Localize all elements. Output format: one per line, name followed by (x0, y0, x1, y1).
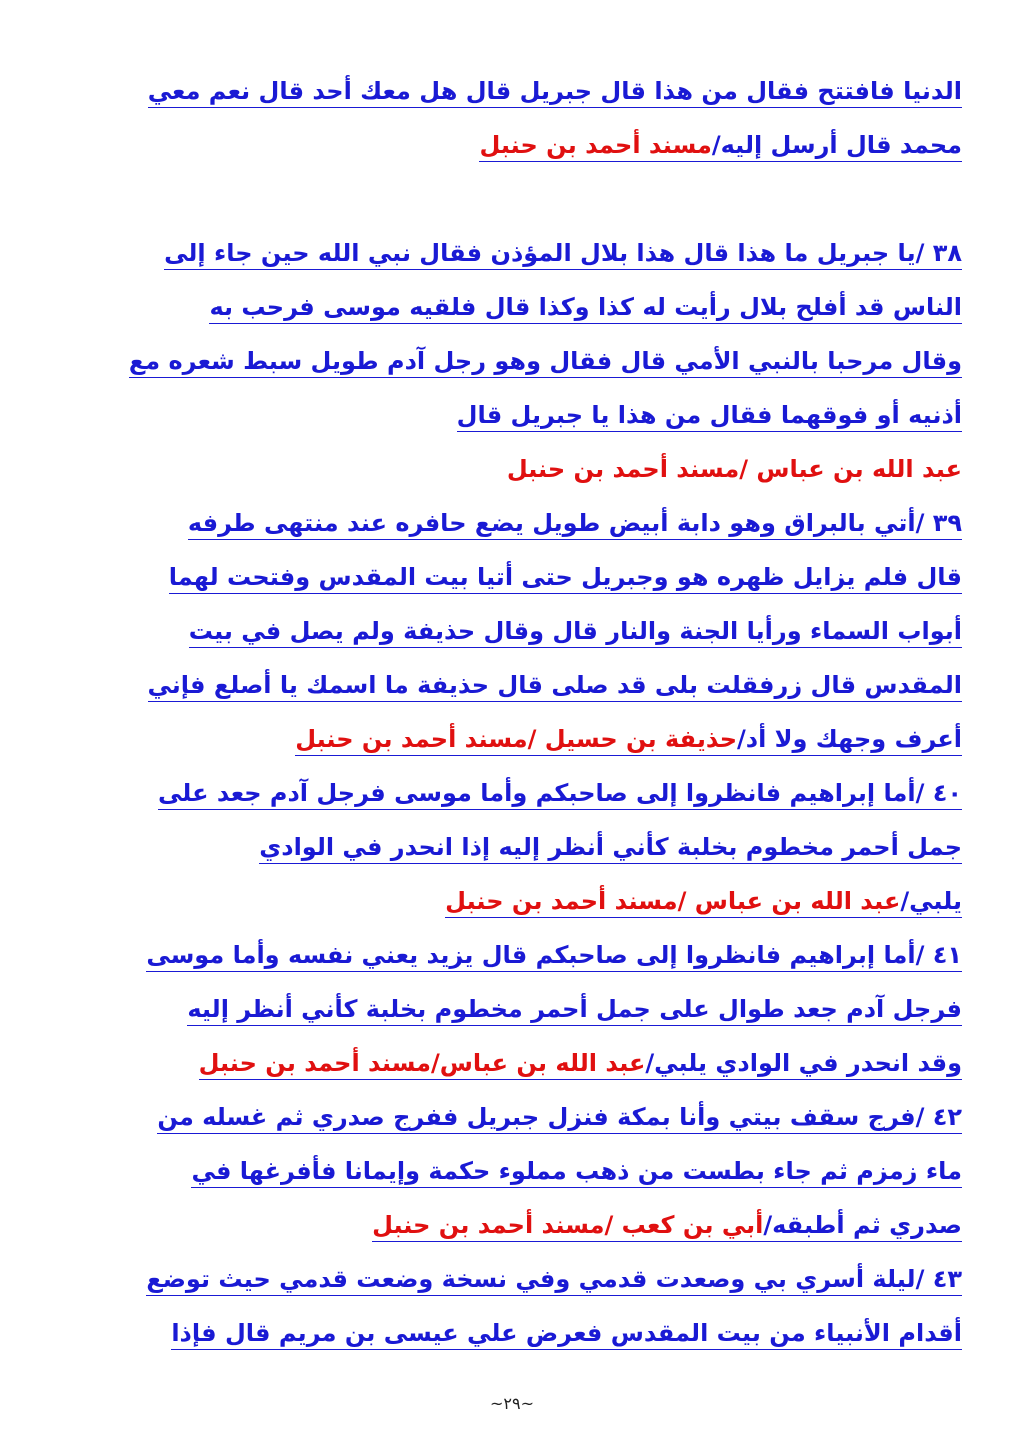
hadith-text: ٤٠ /أما إبراهيم فانظروا إلى صاحبكم وأما موسى فرجل آدم جعد على (158, 779, 962, 807)
line-text (199, 1049, 962, 1080)
text-line (64, 1090, 962, 1144)
hadith-text: ماء زمزم ثم جاء بطست من ذهب مملوء حكمة وإيمانا فأفرغها في (191, 1157, 962, 1185)
text-line (64, 550, 962, 604)
hadith-text: ٤١ /أما إبراهيم فانظروا إلى صاحبكم قال يزيد يعني نفسه وأما موسى (146, 941, 962, 969)
line-text (445, 887, 962, 918)
line-text (259, 833, 962, 864)
text-line (64, 118, 962, 172)
line-text (209, 293, 962, 324)
hadith-text: أذنيه أو فوقهما فقال من هذا يا جبريل قال (456, 401, 962, 429)
line-text (372, 1211, 962, 1242)
line-text (164, 239, 962, 270)
text-line (64, 1252, 962, 1306)
hadith-text: الناس قد أفلح بلال رأيت له كذا وكذا قال فلقيه موسى فرحب به (209, 293, 962, 321)
hadith-text: أقدام الأنبياء من بيت المقدس فعرض علي عيسى بن مريم قال فإذا (171, 1319, 962, 1347)
line-text (457, 401, 962, 432)
line-text (187, 995, 962, 1026)
text-line (64, 1198, 962, 1252)
text-line (64, 1306, 962, 1360)
hadith-text: محمد قال أرسل إليه/ (711, 131, 962, 159)
line-text (169, 563, 962, 594)
text-line (64, 172, 962, 226)
hadith-text: جمل أحمر مخطوم بخلبة كأني أنظر إليه إذا انحدر في الوادي (259, 833, 962, 861)
line-text (507, 455, 962, 485)
hadith-text: قال فلم يزايل ظهره هو وجبريل حتى أتيا بيت المقدس وفتحت لهما (168, 563, 962, 591)
line-text (189, 617, 962, 648)
line-text (148, 671, 963, 702)
text-line (64, 442, 962, 496)
line-text (148, 77, 962, 108)
text-line (64, 874, 962, 928)
hadith-text: صدري ثم أطبقه/ (763, 1211, 962, 1239)
text-line (64, 604, 962, 658)
source-reference: عبد الله بن عباس /مسند أحمد بن حنبل (445, 887, 901, 915)
line-text (129, 347, 962, 378)
line-text (171, 1319, 962, 1350)
hadith-text: ٤٢ /فرج سقف بيتي وأنا بمكة فنزل جبريل ففرج صدري ثم غسله من (157, 1103, 962, 1131)
hadith-text: فرجل آدم جعد طوال على جمل أحمر مخطوم بخلبة كأني أنظر إليه (187, 995, 962, 1023)
text-line (64, 388, 962, 442)
hadith-text: ٣٩ /أتي بالبراق وهو دابة أبيض طويل يضع حافره عند منتهى طرفه (187, 509, 962, 537)
text-line (64, 1144, 962, 1198)
line-text (479, 131, 962, 162)
hadith-text: أبواب السماء ورأيا الجنة والنار قال وقال حذيفة ولم يصل في بيت (188, 617, 962, 645)
page-number: ~٢٩~ (490, 1394, 534, 1413)
text-line (64, 820, 962, 874)
line-text (158, 779, 962, 810)
hadith-text: ٣٨ /يا جبريل ما هذا قال هذا بلال المؤذن فقال نبي الله حين جاء إلى (164, 239, 962, 267)
line-text (157, 1103, 962, 1134)
hadith-text: يلبي/ (900, 887, 962, 915)
line-text (188, 509, 962, 540)
text-line (64, 280, 962, 334)
text-line (64, 226, 962, 280)
hadith-text: المقدس قال زرفقلت بلى قد صلى قال حذيفة ما اسمك يا أصلع فإني (147, 671, 962, 699)
hadith-text: أعرف وجهك ولا أد/ (737, 725, 962, 753)
text-line (64, 658, 962, 712)
hadith-text: وقد انحدر في الوادي يلبي/ (645, 1049, 962, 1077)
text-line (64, 496, 962, 550)
text-body (64, 64, 962, 1360)
source-reference: أبي بن كعب /مسند أحمد بن حنبل (372, 1211, 764, 1239)
text-line (64, 334, 962, 388)
hadith-text: وقال مرحبا بالنبي الأمي قال فقال وهو رجل آدم طويل سبط شعره مع (128, 347, 962, 375)
source-reference: حذيفة بن حسيل /مسند أحمد بن حنبل (295, 725, 737, 753)
text-line (64, 928, 962, 982)
text-line (64, 982, 962, 1036)
line-text (295, 725, 962, 756)
text-line (64, 1036, 962, 1090)
line-text (146, 1265, 962, 1296)
source-reference: عبد الله بن عباس/مسند أحمد بن حنبل (198, 1049, 646, 1077)
hadith-text: ٤٣ /ليلة أسري بي وصعدت قدمي وفي نسخة وضعت قدمي حيث توضع (146, 1265, 962, 1293)
text-line (64, 766, 962, 820)
text-line (64, 712, 962, 766)
line-text (191, 1157, 962, 1188)
line-text (146, 941, 962, 972)
source-reference: مسند أحمد بن حنبل (479, 131, 712, 159)
hadith-text: الدنيا فافتتح فقال من هذا قال جبريل قال هل معك أحد قال نعم معي (147, 77, 962, 105)
text-line (64, 64, 962, 118)
source-reference: عبد الله بن عباس /مسند أحمد بن حنبل (506, 455, 962, 483)
